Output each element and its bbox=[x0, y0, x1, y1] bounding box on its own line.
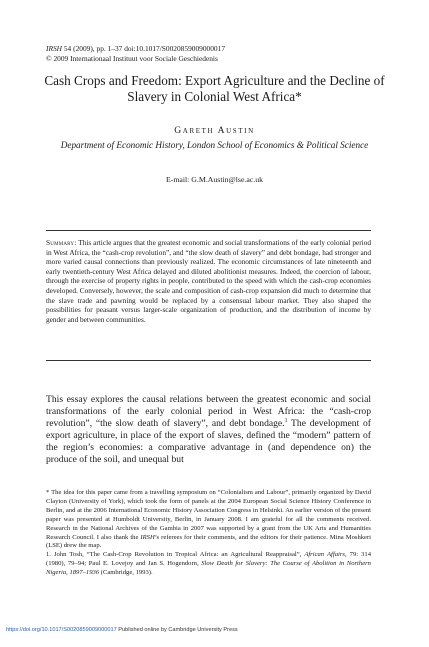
summary-block bbox=[46, 238, 371, 324]
journal-citation bbox=[46, 44, 225, 63]
doi-footer bbox=[6, 627, 238, 633]
doi-link[interactable]: https://doi.org/10.1017/S0020859009000017 bbox=[6, 627, 117, 633]
copyright-line: © 2009 Internationaal Instituut voor Sociale Geschiedenis bbox=[46, 53, 218, 63]
author-affiliation: Department of Economic History, London School of Economics & Political Science bbox=[60, 140, 369, 150]
footnote-1-journal: African Affairs bbox=[304, 551, 345, 559]
footnotes bbox=[46, 489, 371, 578]
footnote-1 bbox=[46, 551, 371, 578]
footnote-star bbox=[46, 489, 371, 551]
summary-label: Summary: bbox=[46, 238, 77, 247]
citation-line bbox=[46, 44, 225, 54]
footnote-reference[interactable]: 1 bbox=[284, 418, 288, 424]
footnote-1-text-c: (Cambridge, 1993). bbox=[99, 569, 153, 577]
author-name: Gareth Austin bbox=[174, 125, 255, 136]
journal-abbrev: IRSH bbox=[46, 44, 63, 53]
published-note: Published online by Cambridge University Press bbox=[116, 627, 238, 633]
footnote-1-book: Slow Death for Slavery: The Course of Abolition in Northern Nigeria, 1897–1936 bbox=[46, 560, 371, 577]
author-email: E-mail: G.M.Austin@lse.ac.uk bbox=[165, 175, 264, 184]
summary-bottom-rule bbox=[46, 360, 371, 361]
footnote-1-text-b: , 79: 314 (1980), 79–94; Paul E. Lovejoy and Jan S. Hogendorn, bbox=[46, 551, 371, 568]
footnote-star-journal: IRSH bbox=[140, 533, 155, 541]
article-title: Cash Crops and Freedom: Export Agriculture and the Decline of Slavery in Colonial West Africa* bbox=[44, 73, 385, 104]
body-text-end: The development of export agriculture, in place of the export of slaves, defined the “modern” pattern of the region’s economies: a comparative advantage in (and dependence on) the produce of the soil, and unequal but bbox=[46, 418, 372, 466]
body-text-start: This essay explores the causal relations between the greatest economic and social transformations of the early colonial period in West Africa: the “cash-crop revolution”, “the slow death of slavery”, and debt bondage. bbox=[46, 394, 371, 430]
body-paragraph bbox=[46, 394, 371, 467]
footnote-1-text-a: 1. John Tosh, “The Cash-Crop Revolution in Tropical Africa: an Agricultural Reappraisal”, bbox=[46, 551, 305, 559]
summary-text: This article argues that the greatest economic and social transformations of the early colonial period in West Africa, the “cash-crop revolution”, and “the slow death of slavery” and debt bondage, had stronger and more varied causal connections than previously realized. The economic circumstances of late nineteenth and early twentieth-century West Africa delayed and diluted abolitionist measures. Indeed, the coercion of labour, through the exercise of property rights in people, contributed to the speed with which the cash-crop economies developed. Conversely, however, the scale and composition of cash-crop expansion did much to determine that the slave trade and pawning would be replaced by a consensual labour market. They also shaped the possibilities for peasant versus larger-scale organization of production, and the distribution of income by gender and between communities. bbox=[46, 238, 371, 324]
summary-top-rule bbox=[46, 230, 371, 231]
citation-details: 54 (2009), pp. 1–37 doi:10.1017/S0020859009000017 bbox=[62, 44, 226, 53]
footnote-star-text-b: ’s referees for their comments, and the editors for their patience. Mina Moshkeri (LSE) drew the map. bbox=[46, 533, 371, 550]
footnote-star-text-a: * The idea for this paper came from a travelling symposium on “Colonialism and Labour”, primarily organized by David Clayton (University of York), which took the form of panels at the 2004 European Social Science History Conference in Berlin, and at the 2006 International Economic History Association Congress in Helsinki. An earlier version of the present paper was presented at Humboldt University, Berlin, in January 2008. I am grateful for all the comments received. Research in the National Archives of the Gambia in 2007 was supported by a grant from the UK Arts and Humanities Research Council. I also thank the bbox=[46, 489, 371, 541]
